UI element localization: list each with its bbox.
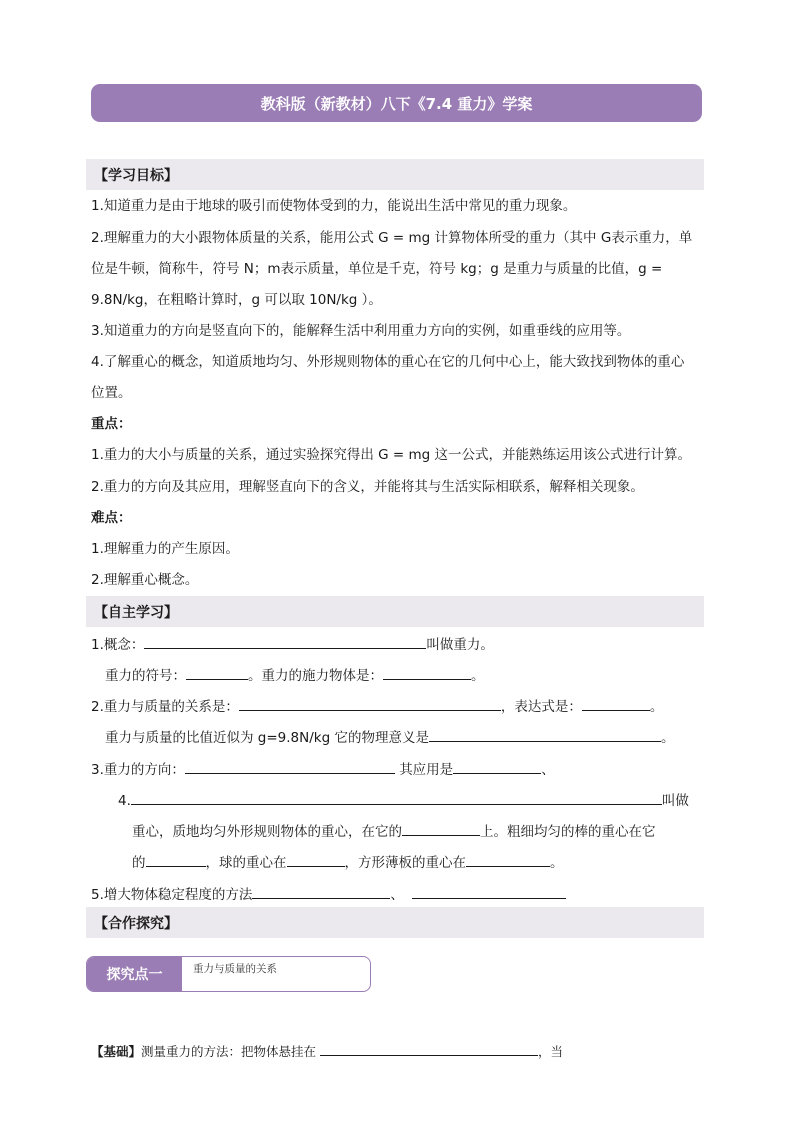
question-text: 重力的符号： [105, 668, 186, 684]
answer-blank[interactable] [144, 633, 426, 649]
question-text: 其应用是 [399, 762, 454, 778]
answer-blank[interactable] [402, 820, 480, 836]
key-points-label: 重点： [91, 416, 132, 432]
question-text: 5.增大物体稳定程度的方法 [91, 887, 253, 903]
question-text: 。 [649, 699, 664, 715]
exploration-point-label: 探究点一 [87, 957, 182, 991]
answer-blank[interactable] [466, 851, 550, 867]
objective-line: 位是牛顿，简称牛，符号 N；m表示质量，单位是千克，符号 kg；g 是重力与质量的比值，g = [91, 261, 663, 277]
answer-blank[interactable] [582, 695, 650, 711]
answer-blank[interactable] [131, 789, 662, 805]
section-heading-objectives: 【学习目标】 [86, 159, 704, 190]
question-text: 的 [132, 855, 146, 871]
question-4-center [132, 820, 656, 842]
question-text: 叫做重力。 [426, 637, 494, 653]
question-2-ratio [105, 726, 674, 748]
objective-line: 1.知道重力是由于地球的吸引而使物体受到的力，能说出生活中常见的重力现象。 [91, 198, 577, 214]
question-text: ，当 [538, 1044, 564, 1059]
answer-blank[interactable] [185, 758, 395, 774]
question-4 [118, 789, 689, 811]
question-text: 重力与质量的比值近似为 g=9.8N/kg 它的物理意义是 [105, 730, 429, 746]
objective-line: 9.8N/kg，在粗略计算时，g 可以取 10N/kg ）。 [91, 292, 382, 308]
question-text: 叫做 [661, 793, 689, 809]
question-text: 3.重力的方向： [91, 762, 185, 778]
question-text: 、 [541, 762, 555, 778]
answer-blank[interactable] [239, 695, 501, 711]
question-text: 。 [550, 855, 564, 871]
question-text: 上。粗细均匀的棒的重心在它 [480, 824, 656, 840]
document-title: 教科版（新教材）八下《7.4 重力》学案 [91, 84, 702, 122]
answer-blank[interactable] [412, 883, 566, 899]
question-text: 2.重力与质量的关系是： [91, 699, 239, 715]
question-2 [91, 695, 663, 717]
difficult-points-label: 难点： [91, 510, 132, 526]
question-text: ，球的重心在 [205, 855, 287, 871]
exploration-point-box [86, 956, 371, 992]
answer-blank[interactable] [287, 851, 345, 867]
question-4-shapes [132, 851, 564, 873]
answer-blank[interactable] [383, 664, 471, 680]
answer-blank[interactable] [146, 851, 206, 867]
answer-blank[interactable] [186, 664, 248, 680]
objective-line: 位置。 [91, 385, 132, 401]
key-point-line: 1.重力的大小与质量的关系，通过实验探究得出 G = mg 这一公式，并能熟练运用该公式进行计算。 [91, 447, 692, 463]
answer-blank[interactable] [320, 1040, 538, 1056]
question-text: 4. [118, 793, 131, 809]
difficult-point-line: 2.理解重心概念。 [91, 572, 199, 588]
objective-line: 4.了解重心的概念，知道质地均匀、外形规则物体的重心在它的几何中心上，能大致找到物体的重心 [91, 354, 685, 370]
objective-line: 2.理解重力的大小跟物体质量的关系，能用公式 G = mg 计算物体所受的重力（其中 G表示重力，单 [91, 230, 693, 246]
question-text: 测量重力的方法：把物体悬挂在 [141, 1044, 317, 1059]
section-heading-cooperation: 【合作探究】 [86, 907, 704, 938]
question-text: 。 [660, 730, 675, 746]
question-text: ，表达式是： [500, 699, 582, 715]
question-text: ，方形薄板的重心在 [344, 855, 466, 871]
question-text: 。 [471, 668, 485, 684]
question-text: 。重力的施力物体是： [248, 668, 383, 684]
basic-question [91, 1040, 563, 1062]
basic-label: 【基础】 [91, 1044, 142, 1059]
question-1-symbol [105, 664, 485, 686]
key-point-line: 2.重力的方向及其应用，理解竖直向下的含义，并能将其与生活实际相联系，解释相关现象。 [91, 479, 644, 495]
answer-blank[interactable] [252, 883, 390, 899]
difficult-point-line: 1.理解重力的产生原因。 [91, 541, 239, 557]
objective-line: 3.知道重力的方向是竖直向下的，能解释生活中利用重力方向的实例，如重垂线的应用等。 [91, 323, 631, 339]
exploration-point-topic: 重力与质量的关系 [193, 963, 277, 975]
question-text: 重心，质地均匀外形规则物体的重心，在它的 [132, 824, 402, 840]
question-text: 、 [390, 887, 404, 903]
question-text: 1.概念： [91, 637, 145, 653]
answer-blank[interactable] [429, 726, 661, 742]
question-1 [91, 633, 494, 655]
question-3 [91, 758, 555, 780]
section-heading-self-study: 【自主学习】 [86, 596, 704, 627]
answer-blank[interactable] [453, 758, 541, 774]
question-5 [91, 883, 566, 905]
